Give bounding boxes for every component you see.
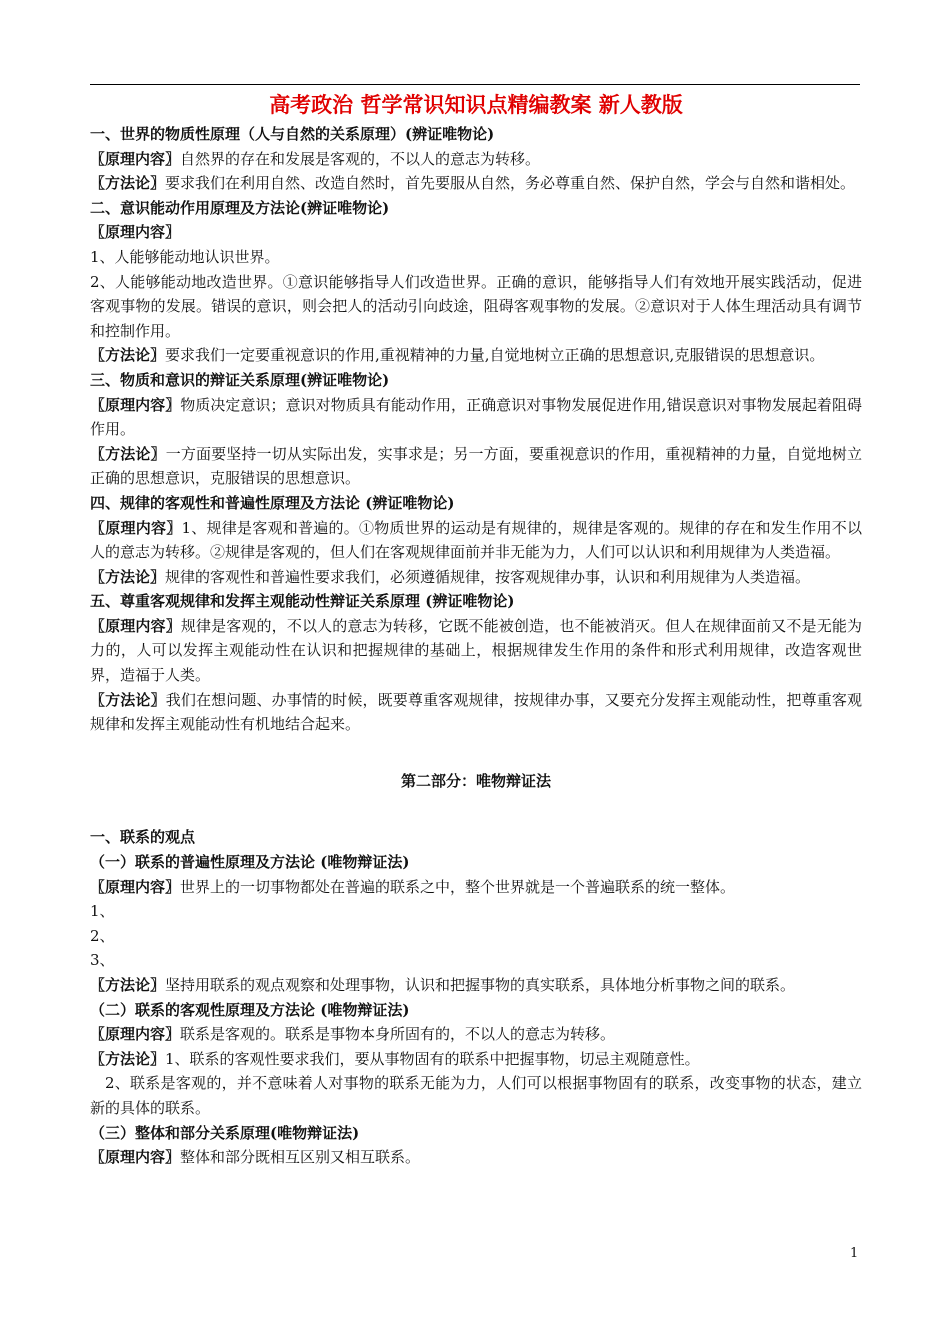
section-2-method: 〖方法论〗要求我们一定要重视意识的作用,重视精神的力量,自觉地树立正确的思想意识,克服错误的思想意识。 — [90, 346, 825, 365]
section-4-heading: 四、规律的客观性和普遍性原理及方法论 (辨证唯物论) — [90, 493, 455, 512]
part-2-b-method: 〖方法论〗1、联系的客观性要求我们，要从事物固有的联系中把握事物，切忌主观随意性。 — [90, 1049, 700, 1068]
principle-label: 〖原理内容〗 — [90, 223, 181, 242]
method-label: 〖方法论〗 — [90, 174, 166, 193]
section-3-principle: 〖原理内容〗物质决定意识；意识对物质具有能动作用，正确意识对事物发展促进作用,错误意识对事物发展起着阻碍作用。 — [90, 395, 862, 439]
method-label: 〖方法论〗 — [90, 346, 166, 365]
section-1-method: 〖方法论〗要求我们在利用自然、改造自然时，首先要服从自然，务必尊重自然、保护自然，学会与自然和谐相处。 — [90, 174, 856, 193]
document-title: 高考政治 哲学常识知识点精编教案 新人教版 — [269, 92, 683, 117]
principle-label: 〖原理内容〗 — [90, 518, 182, 537]
part-2-b-item-2: 2、联系是客观的，并不意味着人对事物的联系无能为力，人们可以根据事物固有的联系，改变事物的状态，建立新的具体的联系。 — [90, 1074, 862, 1117]
method-label: 〖方法论〗 — [90, 690, 166, 709]
section-2-principle — [90, 220, 862, 245]
page-number: 1 — [850, 1246, 859, 1261]
principle-label: 〖原理内容〗 — [90, 395, 181, 414]
part-2-b-heading: （二）联系的客观性原理及方法论 (唯物辩证法) — [90, 1000, 410, 1019]
part-2-c-heading: （三）整体和部分关系原理(唯物辩证法) — [90, 1123, 360, 1142]
method-label: 〖方法论〗 — [90, 567, 166, 586]
part-2-a-method: 〖方法论〗坚持用联系的观点观察和处理事物，认识和把握事物的真实联系，具体地分析事物之间的联系。 — [90, 976, 796, 994]
principle-label: 〖原理内容〗 — [90, 1148, 181, 1167]
part-2-subheading: 一、联系的观点 — [90, 828, 196, 847]
part-2-a-item-1: 1、 — [90, 902, 115, 921]
principle-label: 〖原理内容〗 — [90, 149, 181, 168]
part-2-b-principle: 〖原理内容〗联系是客观的。联系是事物本身所固有的，不以人的意志为转移。 — [90, 1025, 616, 1044]
part-2-c-principle: 〖原理内容〗整体和部分既相互区别又相互联系。 — [90, 1148, 421, 1167]
principle-label: 〖原理内容〗 — [90, 1025, 181, 1044]
section-5-heading: 五、尊重客观规律和发挥主观能动性辩证关系原理 (辨证唯物论) — [90, 592, 515, 611]
part-2-a-item-2: 2、 — [90, 926, 115, 945]
section-5-method: 〖方法论〗我们在想问题、办事情的时候，既要尊重客观规律，按规律办事，又要充分发挥主观能动性，把尊重客观规律和发挥主观能动性有机地结合起来。 — [90, 690, 862, 734]
part-2-a-principle: 〖原理内容〗世界上的一切事物都处在普遍的联系之中，整个世界就是一个普遍联系的统一整体。 — [90, 877, 736, 896]
section-2-item-1: 1、人能够能动地认识世界。 — [90, 247, 280, 266]
part-2-heading: 第二部分：唯物辩证法 — [400, 771, 551, 790]
section-5-principle: 〖原理内容〗规律是客观的，不以人的意志为转移，它既不能被创造，也不能被消灭。但人在规律面前又不是无能为力的，人可以发挥主观能动性在认识和把握规律的基础上，根据规律发生作用的条件和形式利用规律，改造客观世界，造福于人类。 — [90, 616, 862, 685]
section-1-heading: 一、世界的物质性原理（人与自然的关系原理）(辨证唯物论) — [90, 125, 495, 143]
section-3-method: 〖方法论〗一方面要坚持一切从实际出发，实事求是；另一方面，要重视意识的作用，重视精神的力量，自觉地树立正确的思想意识，克服错误的思想意识。 — [90, 444, 862, 488]
section-3-heading: 三、物质和意识的辩证关系原理(辨证唯物论) — [90, 370, 390, 389]
document-body — [90, 90, 862, 1170]
method-label: 〖方法论〗 — [90, 976, 166, 994]
section-2-heading: 二、意识能动作用原理及方法论(辨证唯物论) — [90, 198, 390, 217]
section-4-method: 〖方法论〗规律的客观性和普遍性要求我们，必须遵循规律，按客观规律办事，认识和利用规律为人类造福。 — [90, 567, 811, 586]
principle-label: 〖原理内容〗 — [90, 616, 181, 635]
section-4-principle: 〖原理内容〗1、规律是客观和普遍的。①物质世界的运动是有规律的，规律是客观的。规律的存在和发生作用不以人的意志为转移。②规律是客观的，但人们在客观规律面前并非无能为力，人们可以认识和利用规律为人类造福。 — [90, 518, 862, 562]
section-1-principle: 〖原理内容〗自然界的存在和发展是客观的，不以人的意志为转移。 — [90, 149, 541, 168]
section-2-item-2: 2、人能够能动地改造世界。①意识能够指导人们改造世界。正确的意识，能够指导人们有效地开展实践活动，促进客观事物的发展。错误的意识，则会把人的活动引向歧途，阻碍客观事物的发展。②意识对于人体生理活动具有调节和控制作用。 — [90, 272, 862, 340]
header-rule — [90, 84, 860, 85]
part-2-a-item-3: 3、 — [90, 951, 115, 970]
part-2-a-heading: （一）联系的普遍性原理及方法论 (唯物辩证法) — [90, 853, 410, 872]
method-label: 〖方法论〗 — [90, 444, 166, 463]
principle-label: 〖原理内容〗 — [90, 877, 181, 896]
method-label: 〖方法论〗 — [90, 1049, 166, 1068]
